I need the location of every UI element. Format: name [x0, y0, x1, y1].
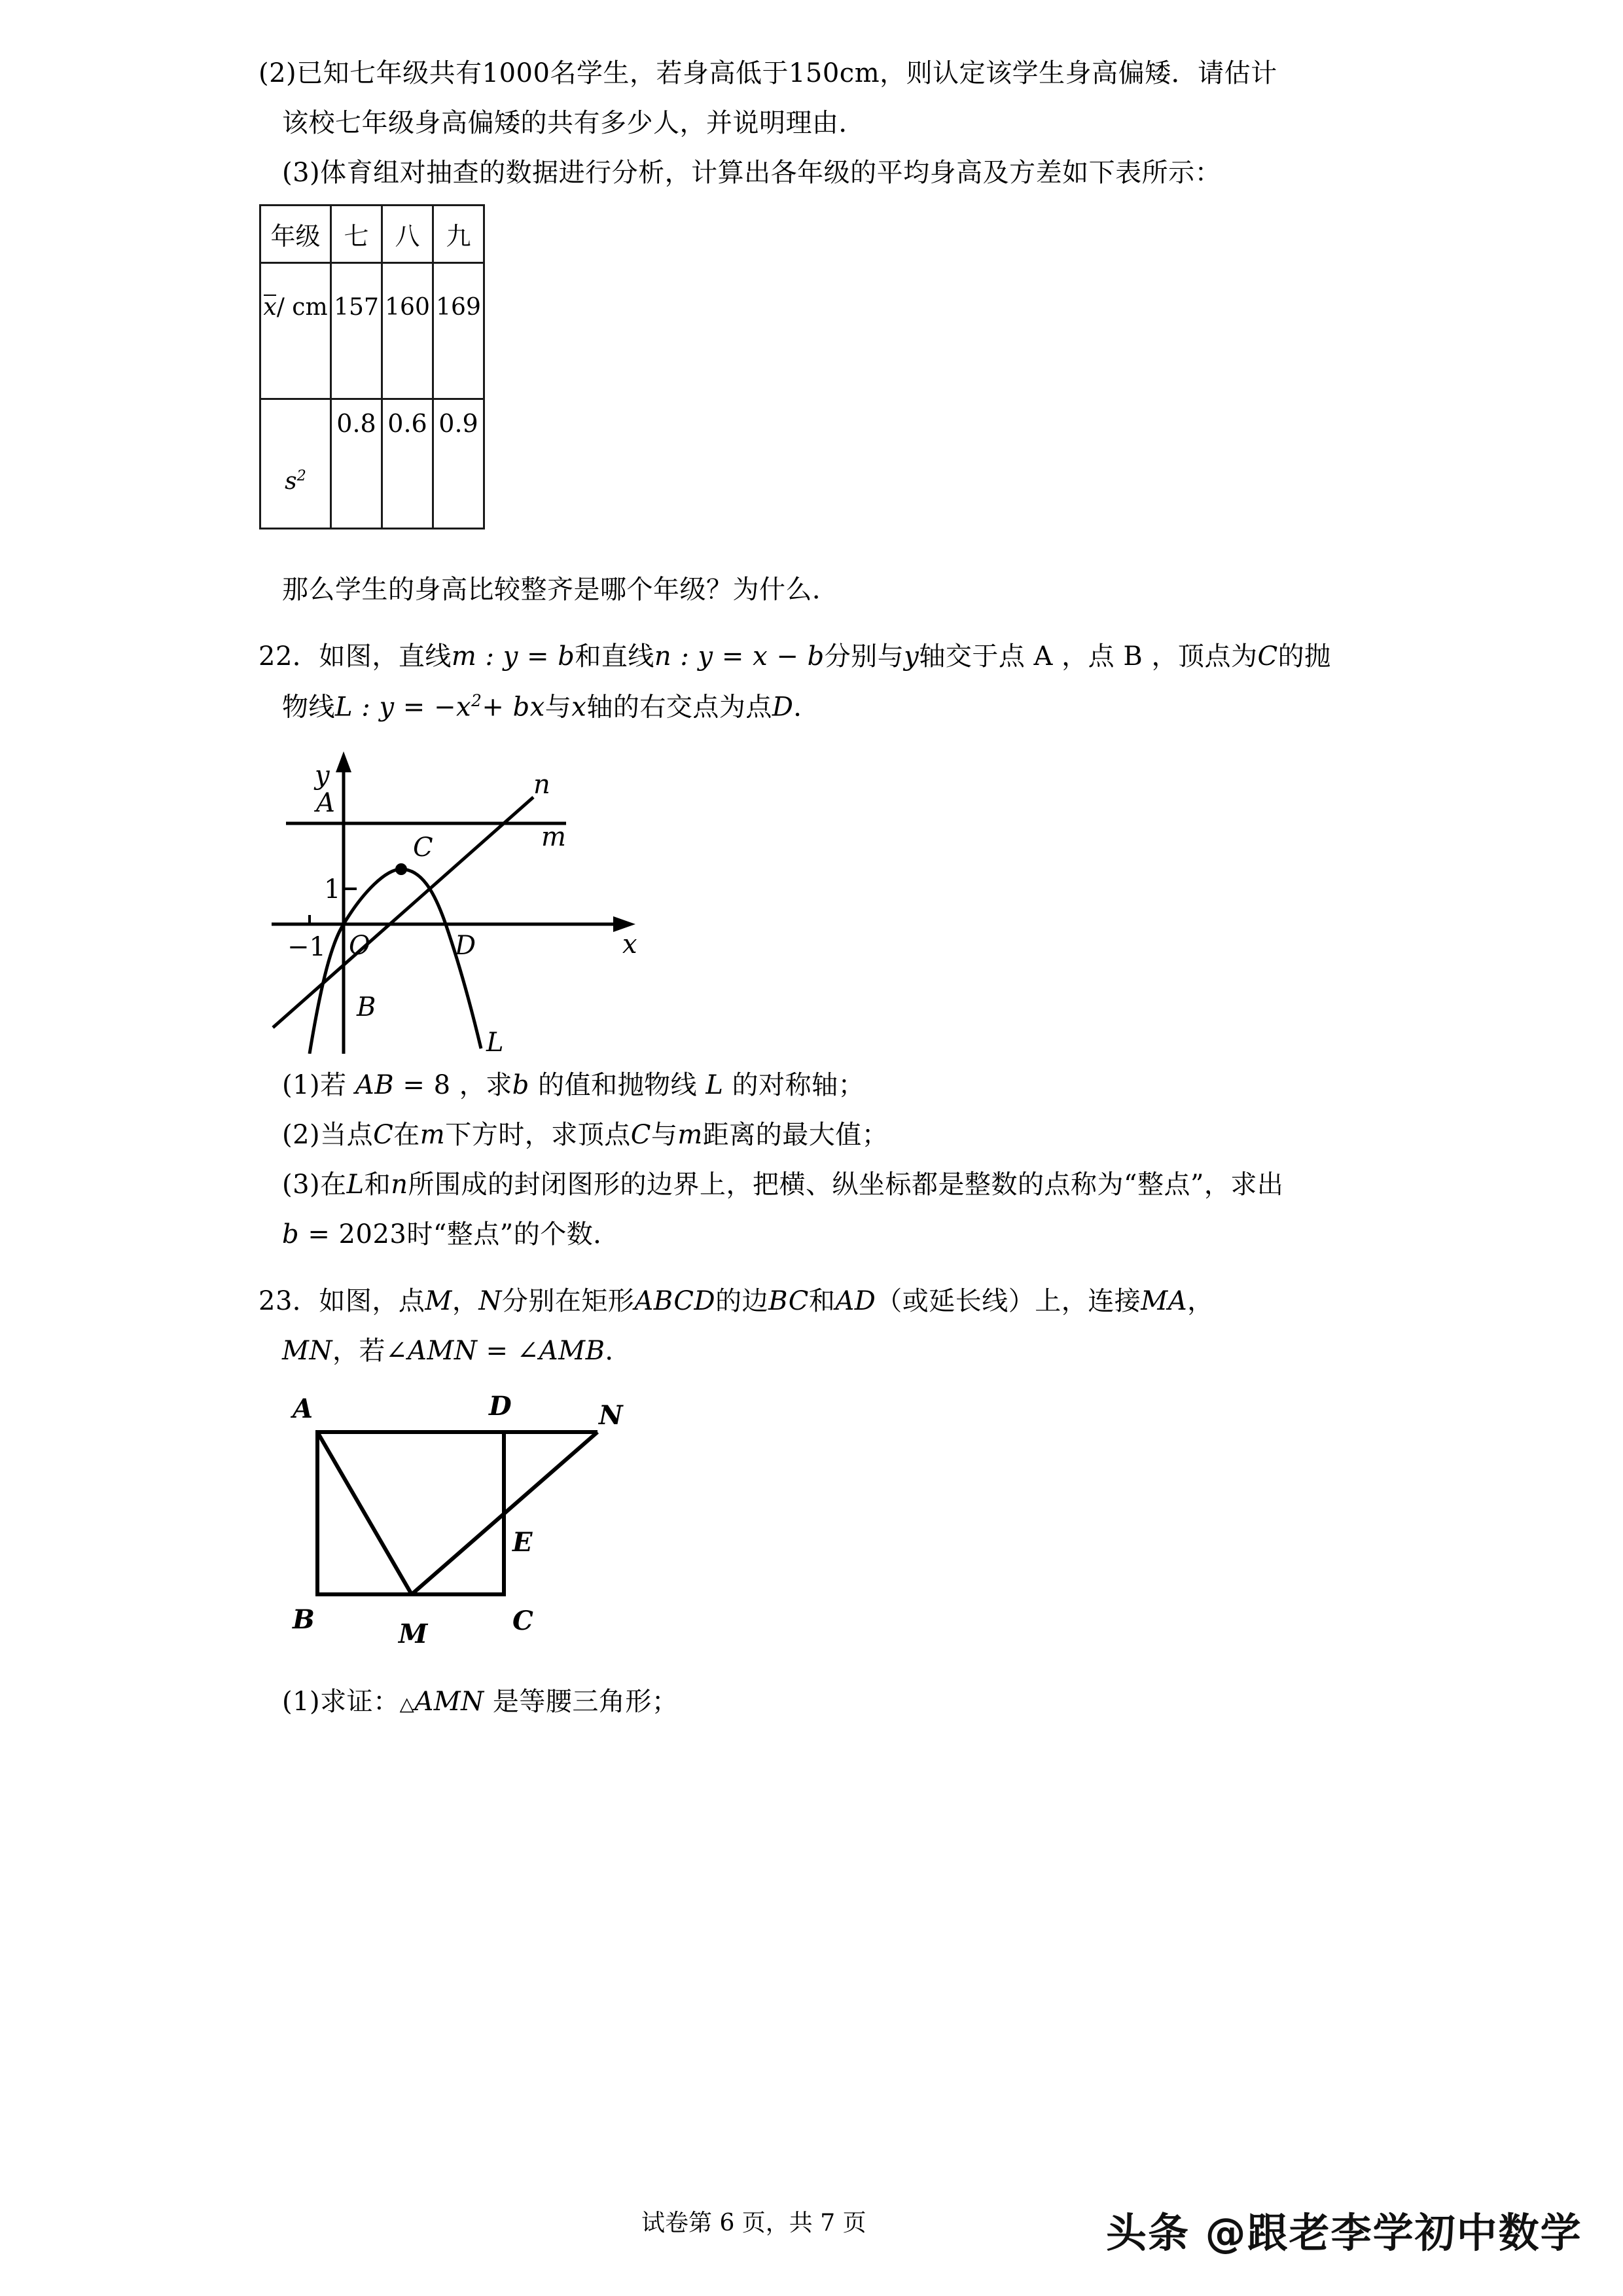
- q22-sub3-b-symbol: b: [282, 1219, 300, 1250]
- label-tick-negative-one: −1: [287, 932, 326, 963]
- table-label-variance: [260, 399, 331, 529]
- q22-y-axis-symbol: y: [904, 641, 919, 672]
- label-vertex-D: D: [489, 1391, 512, 1422]
- q22-line-n-equation: n : y = x − b: [654, 641, 825, 672]
- label-origin: O: [349, 931, 370, 961]
- label-point-D: D: [455, 931, 476, 961]
- q22-sub1-AB: AB: [355, 1070, 395, 1101]
- q22-sub3-tail: 所围成的封闭图形的边界上，把横、纵坐标都是整数的点称为“整点”，求出: [408, 1170, 1284, 1200]
- q23-stem-line2: [259, 1336, 1371, 1367]
- q23-stem-mid4: 和: [808, 1286, 836, 1317]
- q22-parabola-equation: L : y = −x: [335, 692, 472, 723]
- q23-stem2-tail: ．: [605, 1336, 632, 1367]
- q23-side-BC: BC: [768, 1286, 809, 1317]
- q23-stem2-eq: =: [477, 1336, 517, 1367]
- q22-stem2-text-d: ．: [793, 692, 820, 723]
- q22-parabola-equation-2: + bx: [482, 692, 545, 723]
- q22-sub2-m: m: [419, 1120, 446, 1151]
- q23-angle-AMN: ∠AMN: [385, 1336, 478, 1367]
- q22-sub2-mid2: 下方时，求顶点: [445, 1120, 631, 1151]
- q22-sub1-b: b: [512, 1070, 529, 1101]
- label-curve-L: L: [486, 1028, 504, 1054]
- q22-sub2-tail: 距离的最大值；: [702, 1120, 889, 1151]
- segment-AM: [317, 1432, 412, 1594]
- q22-sub3-b-value: = 2023: [299, 1219, 407, 1250]
- q22-parabola-exponent: 2: [471, 691, 482, 710]
- label-tick-one: 1: [324, 874, 341, 905]
- spacer: [259, 1247, 1371, 1288]
- label-x-axis: x: [622, 929, 637, 960]
- q23-figure-svg: [259, 1386, 677, 1668]
- q23-sub1: [259, 1689, 1371, 1715]
- table-header-grade8: 八: [382, 206, 433, 263]
- spacer: [259, 1148, 1371, 1172]
- q23-stem-mid3: 的边: [715, 1286, 769, 1317]
- q22-stem-line1: [259, 643, 1371, 670]
- table-cell-variance-8: 0.6: [382, 399, 433, 529]
- variance-symbol: s: [285, 467, 297, 495]
- q21-part2-line1: (2)已知七年级共有1000名学生，若身高低于150cm，则认定该学生身高偏矮．请估计: [259, 58, 1277, 88]
- table-header-grade: 年级: [260, 206, 331, 263]
- page-footer: [0, 2204, 1623, 2257]
- table-header-grade7: 七: [331, 206, 382, 263]
- label-point-C: C: [413, 833, 433, 863]
- table-cell-mean-8: 160: [382, 263, 433, 399]
- q22-sub2-m2: m: [677, 1120, 703, 1151]
- q22-stem-text-d: 轴交于点 A ，点 B ，顶点为: [919, 641, 1258, 672]
- y-axis-arrow: [336, 751, 351, 772]
- q23-stem-mid1: ，: [452, 1286, 479, 1317]
- table-row-mean: [260, 263, 484, 399]
- q23-stem-tail: （或延长线）上，连接: [876, 1286, 1141, 1317]
- q22-sub2: [259, 1120, 1371, 1151]
- table-cell-mean-9: 169: [433, 263, 484, 399]
- q23-stem2-mid: ，若: [332, 1336, 385, 1367]
- q22-sub3-line2-tail: 时“整点”的个数．: [406, 1219, 620, 1250]
- q23-sub1-pre: (1)求证：: [282, 1687, 400, 1717]
- vertex-point-C: [395, 863, 407, 875]
- spacer: [259, 603, 1371, 643]
- rectangle-ABCD: [317, 1432, 504, 1594]
- spacer: [259, 136, 1371, 160]
- q22-stem2-text-c: 轴的右交点为点: [586, 692, 772, 723]
- spacer: [259, 1314, 1371, 1338]
- q22-sub1: [259, 1070, 1371, 1101]
- page-number: 试卷第 6 页，共 7 页: [641, 2210, 866, 2236]
- q21-part3-intro: (3)体育组对抽查的数据进行分析，计算出各年级的平均身高及方差如下表所示：: [282, 158, 1222, 188]
- table-cell-variance-7: 0.8: [331, 399, 382, 529]
- table-cell-mean-7: 157: [331, 263, 382, 399]
- q23-stem-line1: [259, 1286, 1371, 1317]
- label-line-n: n: [533, 770, 550, 800]
- label-point-N: N: [599, 1400, 623, 1431]
- label-point-M: M: [399, 1619, 428, 1650]
- table-row-header: [260, 206, 484, 263]
- label-point-E: E: [512, 1527, 533, 1558]
- q22-sub2-mid1: 在: [393, 1120, 420, 1151]
- spacer: [259, 1098, 1371, 1122]
- mean-unit: / cm: [276, 294, 328, 321]
- mean-symbol: x: [263, 294, 277, 321]
- q22-stem-text-a: 22．如图，直线: [259, 641, 452, 672]
- table-cell-variance-9: 0.9: [433, 399, 484, 529]
- q22-stem-text-b: 和直线: [575, 641, 654, 672]
- q22-stem-line2: [259, 691, 1371, 723]
- line-n: [273, 797, 533, 1028]
- q22-stem-text-c: 分别与: [824, 641, 904, 672]
- q22-stem2-text-b: 与: [544, 692, 572, 723]
- q23-point-N: N: [478, 1286, 502, 1317]
- q22-x-axis-symbol: x: [571, 692, 587, 723]
- q22-vertex-C-symbol: C: [1257, 641, 1278, 672]
- q22-sub1-L: L: [705, 1070, 724, 1101]
- label-vertex-C: C: [512, 1605, 533, 1637]
- q22-stem2-text-a: 物线: [282, 692, 335, 723]
- q22-sub3-n: n: [391, 1170, 408, 1200]
- q22-sub2-pre: (2)当点: [282, 1120, 374, 1151]
- q22-sub1-pre: (1)若: [282, 1070, 355, 1101]
- stats-table-wrap: [259, 204, 1371, 529]
- q22-sub3-mid: 和: [364, 1170, 391, 1200]
- q22-sub2-mid3: 与: [651, 1120, 678, 1151]
- q21-part2-line2: 该校七年级身高偏矮的共有多少人，并说明理由．: [282, 108, 865, 138]
- q23-point-M: M: [425, 1286, 452, 1317]
- q23-angle-AMB: ∠AMB: [516, 1336, 605, 1367]
- table-label-mean: [260, 263, 331, 399]
- q23-rect-ABCD: ABCD: [634, 1286, 716, 1317]
- q23-segment-MN: MN: [282, 1336, 332, 1367]
- q22-sub3-line1: [259, 1172, 1371, 1198]
- spacer: [259, 1198, 1371, 1221]
- label-point-B: B: [357, 992, 376, 1023]
- q23-sub1-tail: 是等腰三角形；: [484, 1687, 679, 1717]
- q22-sub3-line2: [259, 1219, 1371, 1250]
- label-point-A: A: [316, 788, 335, 819]
- table-header-grade9: 九: [433, 206, 484, 263]
- triangle-icon: △: [399, 1693, 415, 1715]
- q22-sub2-C: C: [373, 1120, 394, 1151]
- q22-sub3-pre: (3)在: [282, 1170, 347, 1200]
- q21-closing: 那么学生的身高比较整齐是哪个年级？为什么．: [282, 575, 839, 605]
- stats-table: [259, 204, 485, 529]
- q22-coordinate-figure: [259, 746, 1371, 1056]
- q22-figure-svg: [259, 746, 717, 1054]
- q23-sub1-AMN: AMN: [414, 1687, 484, 1717]
- q23-stem-pre: 23．如图，点: [259, 1286, 425, 1317]
- label-vertex-A: A: [293, 1393, 313, 1425]
- q22-line-m-equation: m : y = b: [451, 641, 575, 672]
- label-vertex-B: B: [293, 1604, 315, 1636]
- q23-stem-mid2: 分别在矩形: [501, 1286, 635, 1317]
- table-row-variance: [260, 399, 484, 529]
- q22-sub1-post: 的值和抛物线: [529, 1070, 706, 1101]
- label-y-axis: y: [315, 761, 330, 791]
- spacer: [259, 670, 1371, 693]
- q22-sub1-eq: = 8 ，求: [394, 1070, 512, 1101]
- spacer: [259, 86, 1371, 110]
- page-content: [259, 0, 1371, 1715]
- variance-exponent: 2: [296, 467, 306, 484]
- q22-sub1-tail: 的对称轴；: [723, 1070, 865, 1101]
- top-spacer: [259, 0, 1371, 60]
- q23-segment-MA: MA: [1141, 1286, 1188, 1317]
- q22-point-D-symbol: D: [772, 692, 794, 723]
- q23-side-AD: AD: [835, 1286, 876, 1317]
- q23-geometry-figure: [259, 1386, 1371, 1670]
- q22-sub2-C2: C: [630, 1120, 651, 1151]
- q22-sub3-L: L: [346, 1170, 365, 1200]
- label-line-m: m: [541, 822, 566, 853]
- watermark-text: 头条 @跟老李学初中数学: [1106, 2209, 1582, 2257]
- q23-stem-comma: ，: [1187, 1286, 1214, 1317]
- q22-stem-text-e: 的抛: [1277, 641, 1331, 672]
